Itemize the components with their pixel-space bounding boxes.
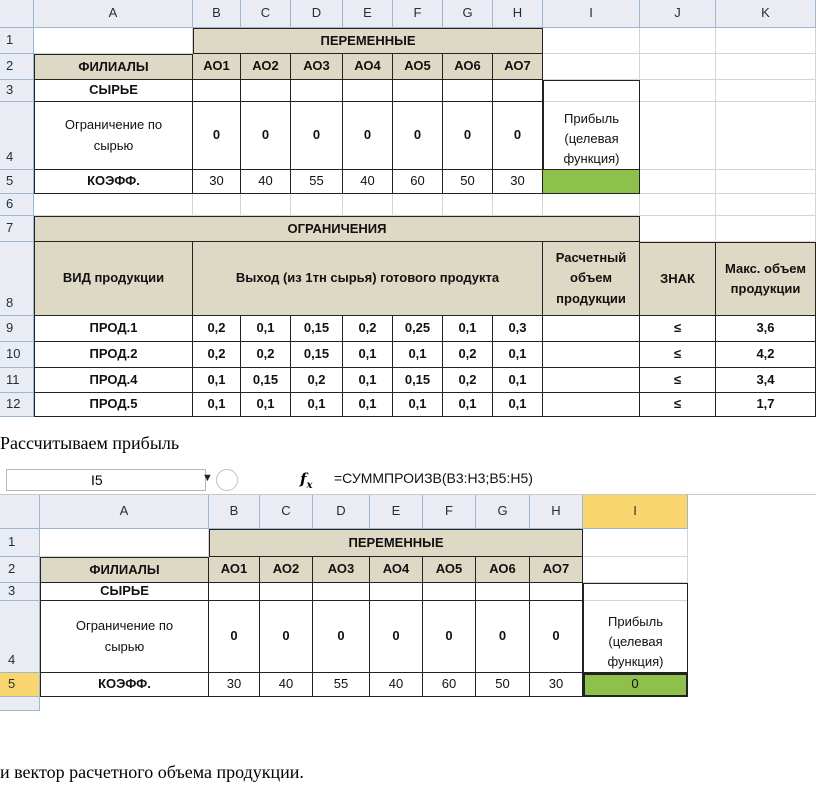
coef-value[interactable]: 60 [393, 170, 443, 194]
coef-value[interactable]: 60 [423, 673, 476, 697]
calc-volume-cell[interactable] [543, 393, 640, 417]
coef-value[interactable]: 55 [291, 170, 343, 194]
product-output[interactable]: 0,1 [493, 393, 543, 417]
product-output[interactable]: 0,25 [393, 316, 443, 342]
product-output[interactable]: 0,1 [443, 316, 493, 342]
ao-header[interactable]: АО5 [423, 557, 476, 583]
column-header[interactable]: D [313, 495, 370, 529]
grid-cell[interactable] [640, 216, 716, 242]
sign-label[interactable]: ЗНАК [640, 242, 716, 316]
raw-cell[interactable] [393, 80, 443, 102]
ao-header[interactable]: АО2 [241, 54, 291, 80]
grid-cell[interactable] [716, 170, 816, 194]
row-header[interactable]: 1 [0, 529, 40, 557]
coef-value[interactable]: 50 [476, 673, 530, 697]
column-header[interactable]: A [34, 0, 193, 28]
product-output[interactable]: 0,1 [393, 393, 443, 417]
grid-cell[interactable] [493, 194, 543, 216]
product-output[interactable]: 0,15 [393, 368, 443, 393]
formula-bar [0, 466, 816, 495]
ao-header[interactable]: АО5 [393, 54, 443, 80]
branches-label[interactable]: ФИЛИАЛЫ [40, 557, 209, 583]
product-output[interactable]: 0,1 [343, 342, 393, 368]
coef-value[interactable]: 30 [193, 170, 241, 194]
raw-cell[interactable] [209, 583, 260, 601]
limit-value[interactable]: 0 [443, 102, 493, 170]
grid-cell[interactable] [716, 102, 816, 170]
product-output[interactable]: 0,1 [343, 368, 393, 393]
limit-value[interactable]: 0 [423, 601, 476, 673]
limit-value[interactable]: 0 [393, 102, 443, 170]
column-header[interactable]: G [443, 0, 493, 28]
product-output[interactable]: 0,1 [193, 368, 241, 393]
limit-value[interactable]: 0 [530, 601, 583, 673]
coef-label[interactable]: КОЭФФ. [40, 673, 209, 697]
coef-value[interactable]: 40 [370, 673, 423, 697]
raw-cell[interactable] [423, 583, 476, 601]
ao-header[interactable]: АО4 [370, 557, 423, 583]
raw-cell[interactable] [193, 80, 241, 102]
product-output[interactable]: 0,1 [241, 393, 291, 417]
row-header[interactable]: 5 [0, 673, 40, 697]
coef-value[interactable]: 30 [530, 673, 583, 697]
product-output[interactable]: 0,1 [291, 393, 343, 417]
profit-label[interactable]: Прибыль (целевая функция) [583, 583, 688, 673]
grid-cell[interactable] [640, 170, 716, 194]
grid-cell[interactable] [716, 216, 816, 242]
coef-value[interactable]: 50 [443, 170, 493, 194]
profit-cell[interactable] [543, 170, 640, 194]
cancel-circle-icon[interactable] [216, 469, 238, 491]
coef-value[interactable]: 30 [493, 170, 543, 194]
grid-cell[interactable] [716, 28, 816, 54]
profit-label[interactable]: Прибыль (целевая функция) [543, 80, 640, 170]
product-output[interactable]: 0,1 [493, 342, 543, 368]
raw-cell[interactable] [291, 80, 343, 102]
grid-cell[interactable] [241, 194, 291, 216]
grid-cell[interactable] [443, 194, 493, 216]
sign-cell[interactable]: ≤ [640, 368, 716, 393]
limit-value[interactable]: 0 [291, 102, 343, 170]
branches-label[interactable]: ФИЛИАЛЫ [34, 54, 193, 80]
raw-cell[interactable] [313, 583, 370, 601]
product-output[interactable]: 0,1 [443, 393, 493, 417]
product-output[interactable]: 0,2 [343, 316, 393, 342]
grid-cell[interactable] [583, 557, 688, 583]
product-output[interactable]: 0,1 [241, 316, 291, 342]
max-volume-cell[interactable]: 4,2 [716, 342, 816, 368]
sign-cell[interactable]: ≤ [640, 393, 716, 417]
product-output[interactable]: 0,15 [291, 342, 343, 368]
limit-value[interactable]: 0 [493, 102, 543, 170]
ao-header[interactable]: АО7 [530, 557, 583, 583]
grid-cell[interactable] [583, 529, 688, 557]
profit-result-cell[interactable]: 0 [583, 673, 688, 697]
product-name[interactable]: ПРОД.2 [34, 342, 193, 368]
calc-volume-cell[interactable] [543, 368, 640, 393]
product-output[interactable]: 0,2 [241, 342, 291, 368]
grid-cell[interactable] [393, 194, 443, 216]
formula-input[interactable]: =СУММПРОИЗВ(B3:H3;B5:H5) [334, 470, 533, 486]
calc-volume-cell[interactable] [543, 316, 640, 342]
raw-cell[interactable] [370, 583, 423, 601]
raw-cell[interactable] [476, 583, 530, 601]
max-volume-cell[interactable]: 3,6 [716, 316, 816, 342]
product-output[interactable]: 0,1 [493, 368, 543, 393]
grid-cell[interactable] [640, 28, 716, 54]
ao-header[interactable]: АО4 [343, 54, 393, 80]
grid-cell[interactable] [40, 529, 209, 557]
limit-value[interactable]: 0 [476, 601, 530, 673]
ao-header[interactable]: АО1 [209, 557, 260, 583]
grid-cell[interactable] [640, 80, 716, 102]
grid-cell[interactable] [640, 54, 716, 80]
coef-value[interactable]: 55 [313, 673, 370, 697]
raw-cell[interactable] [493, 80, 543, 102]
raw-label[interactable]: СЫРЬЕ [40, 583, 209, 601]
column-header[interactable]: H [530, 495, 583, 529]
product-output[interactable]: 0,2 [193, 316, 241, 342]
column-header[interactable]: B [209, 495, 260, 529]
column-header[interactable]: E [343, 0, 393, 28]
ao-header[interactable]: АО6 [443, 54, 493, 80]
row-header[interactable]: 3 [0, 80, 34, 102]
max-volume-label[interactable]: Макс. объем продукции [716, 242, 816, 316]
limit-value[interactable]: 0 [260, 601, 313, 673]
raw-cell[interactable] [241, 80, 291, 102]
limit-value[interactable]: 0 [209, 601, 260, 673]
raw-cell[interactable] [443, 80, 493, 102]
limit-value[interactable]: 0 [193, 102, 241, 170]
limit-value[interactable]: 0 [241, 102, 291, 170]
column-header[interactable]: K [716, 0, 816, 28]
sign-cell[interactable]: ≤ [640, 342, 716, 368]
row-header[interactable]: 5 [0, 170, 34, 194]
grid-cell[interactable] [193, 194, 241, 216]
limit-value[interactable]: 0 [370, 601, 423, 673]
column-header[interactable]: A [40, 495, 209, 529]
output-label[interactable]: Выход (из 1тн сырья) готового продукта [193, 242, 543, 316]
raw-cell[interactable] [260, 583, 313, 601]
calc-volume-label[interactable]: Расчетный объем продукции [543, 242, 640, 316]
row-header[interactable]: 4 [0, 102, 34, 170]
coef-label[interactable]: КОЭФФ. [34, 170, 193, 194]
name-box-dropdown-icon[interactable]: ▼ [202, 472, 213, 484]
product-output[interactable]: 0,3 [493, 316, 543, 342]
ao-header[interactable]: АО6 [476, 557, 530, 583]
ao-header[interactable]: АО3 [291, 54, 343, 80]
grid-cell[interactable] [543, 28, 640, 54]
column-header[interactable]: D [291, 0, 343, 28]
column-header[interactable]: B [193, 0, 241, 28]
product-output[interactable]: 0,1 [193, 393, 241, 417]
raw-label[interactable]: СЫРЬЕ [34, 80, 193, 102]
row-header[interactable]: 2 [0, 54, 34, 80]
row-header[interactable]: 11 [0, 368, 34, 393]
ao-header[interactable]: АО1 [193, 54, 241, 80]
grid-cell[interactable] [716, 194, 816, 216]
limit-label[interactable]: Ограничение по сырью [40, 601, 209, 673]
product-output[interactable]: 0,2 [443, 368, 493, 393]
grid-cell[interactable] [543, 194, 640, 216]
row-header[interactable]: 4 [0, 601, 40, 673]
grid-cell[interactable] [716, 54, 816, 80]
spreadsheet-bottom [0, 495, 816, 711]
product-output[interactable]: 0,2 [443, 342, 493, 368]
grid-cell[interactable] [34, 194, 193, 216]
active-cell-border [583, 673, 688, 697]
row-header[interactable]: 6 [0, 194, 34, 216]
constraints-title[interactable]: ОГРАНИЧЕНИЯ [34, 216, 640, 242]
grid-cell[interactable] [716, 80, 816, 102]
limit-label[interactable]: Ограничение по сырью [34, 102, 193, 170]
ao-header[interactable]: АО3 [313, 557, 370, 583]
column-header[interactable]: J [640, 0, 716, 28]
product-output[interactable]: 0,1 [393, 342, 443, 368]
product-output[interactable]: 0,1 [343, 393, 393, 417]
limit-value[interactable]: 0 [313, 601, 370, 673]
product-name[interactable]: ПРОД.4 [34, 368, 193, 393]
product-output[interactable]: 0,15 [291, 316, 343, 342]
grid-cell[interactable] [343, 194, 393, 216]
row-header[interactable] [0, 697, 40, 711]
product-type-label[interactable]: ВИД продукции [34, 242, 193, 316]
coef-value[interactable]: 30 [209, 673, 260, 697]
row-header[interactable]: 10 [0, 342, 34, 368]
column-header[interactable]: G [476, 495, 530, 529]
column-header[interactable]: C [260, 495, 313, 529]
raw-cell[interactable] [530, 583, 583, 601]
column-header[interactable]: C [241, 0, 291, 28]
ao-header[interactable]: АО7 [493, 54, 543, 80]
grid-cell[interactable] [543, 54, 640, 80]
row-header[interactable]: 7 [0, 216, 34, 242]
grid-cell[interactable] [291, 194, 343, 216]
raw-cell[interactable] [343, 80, 393, 102]
grid-cell[interactable] [640, 194, 716, 216]
max-volume-cell[interactable]: 1,7 [716, 393, 816, 417]
variables-title[interactable]: ПЕРЕМЕННЫЕ [193, 28, 543, 54]
column-header[interactable]: F [423, 495, 476, 529]
max-volume-cell[interactable]: 3,4 [716, 368, 816, 393]
calc-volume-cell[interactable] [543, 342, 640, 368]
limit-value[interactable]: 0 [343, 102, 393, 170]
product-output[interactable]: 0,15 [241, 368, 291, 393]
select-all-corner[interactable] [0, 495, 40, 529]
row-header[interactable]: 3 [0, 583, 40, 601]
column-header[interactable]: I [543, 0, 640, 28]
coef-value[interactable]: 40 [241, 170, 291, 194]
grid-cell[interactable] [640, 102, 716, 170]
column-header[interactable]: E [370, 495, 423, 529]
row-header[interactable]: 8 [0, 242, 34, 316]
column-header[interactable]: F [393, 0, 443, 28]
grid-cell[interactable] [34, 28, 193, 54]
text-calc-profit: Рассчитываем прибыль [0, 433, 180, 453]
product-name[interactable]: ПРОД.1 [34, 316, 193, 342]
text-calc-volume: и вектор расчетного объема продукции. [0, 762, 304, 782]
row-header[interactable]: 2 [0, 557, 40, 583]
product-output[interactable]: 0,2 [291, 368, 343, 393]
column-header[interactable]: I [583, 495, 688, 529]
coef-value[interactable]: 40 [260, 673, 313, 697]
select-all-corner[interactable] [0, 0, 34, 28]
variables-title[interactable]: ПЕРЕМЕННЫЕ [209, 529, 583, 557]
row-header[interactable]: 1 [0, 28, 34, 54]
insert-function-icon[interactable]: $f_x$ [300, 470, 313, 491]
coef-value[interactable]: 40 [343, 170, 393, 194]
ao-header[interactable]: АО2 [260, 557, 313, 583]
product-name[interactable]: ПРОД.5 [34, 393, 193, 417]
name-box[interactable]: I5 [6, 469, 206, 491]
sign-cell[interactable]: ≤ [640, 316, 716, 342]
column-header[interactable]: H [493, 0, 543, 28]
row-header[interactable]: 12 [0, 393, 34, 417]
row-header[interactable]: 9 [0, 316, 34, 342]
product-output[interactable]: 0,2 [193, 342, 241, 368]
